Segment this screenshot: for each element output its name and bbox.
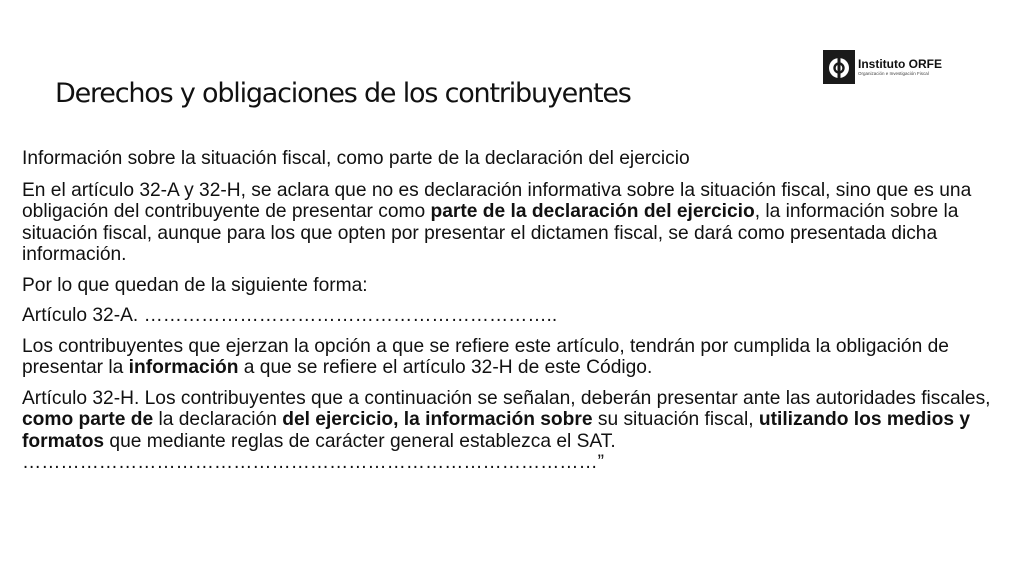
paragraph xyxy=(22,388,1002,474)
orfe-logo-icon xyxy=(823,50,855,84)
text-run: a que se refiere el artículo 32-H de este Código. xyxy=(238,357,653,378)
text-run: En el artículo 32-A y 32-H, se aclara que no es declaración informativa sobre la situación fiscal, sino que es una obligación del contribuyente de presentar como xyxy=(22,179,972,222)
bold-text: parte de la declaración del ejercicio xyxy=(430,201,755,222)
paragraph xyxy=(22,305,1002,327)
text-run: que mediante reglas de carácter general establezca el SAT. ………………………………………………………………………………” xyxy=(22,430,616,473)
paragraph xyxy=(22,180,1002,266)
bold-text: información xyxy=(128,357,239,378)
text-run: la declaración xyxy=(153,409,283,430)
text-run: su situación fiscal, xyxy=(592,409,759,430)
logo-name: Instituto ORFE xyxy=(858,56,942,71)
slide-body xyxy=(22,148,1002,483)
paragraph xyxy=(22,275,1002,297)
bold-text: utilizando los medios y formatos xyxy=(22,409,970,452)
text-run: Artículo 32-A. ……………………………………………………….. xyxy=(22,305,558,326)
text-run: , la información sobre la situación fiscal, aunque para los que opten por presentar el dictamen fiscal, se dará como presentada dicha información. xyxy=(22,201,959,265)
text-run: Información sobre la situación fiscal, como parte de la declaración del ejercicio xyxy=(22,148,690,169)
text-run: Artículo 32-H. Los contribuyentes que a continuación se señalan, deberán presentar ante las autoridades fiscales, xyxy=(22,387,991,409)
paragraph xyxy=(22,148,1002,170)
paragraph xyxy=(22,336,1002,379)
text-run: Por lo que quedan de la siguiente forma: xyxy=(22,274,368,296)
bold-text: como parte de xyxy=(22,409,154,430)
institute-logo xyxy=(823,50,942,84)
logo-text xyxy=(858,58,942,77)
slide-title: Derechos y obligaciones de los contribuyentes xyxy=(55,78,631,109)
logo-subtitle: Organización e Investigación Fiscal xyxy=(858,70,929,76)
text-run: Los contribuyentes que ejerzan la opción a que se refiere este artículo, tendrán por cumplida la obligación de presentar la xyxy=(22,335,949,378)
bold-text: del ejercicio, la información sobre xyxy=(282,409,593,430)
